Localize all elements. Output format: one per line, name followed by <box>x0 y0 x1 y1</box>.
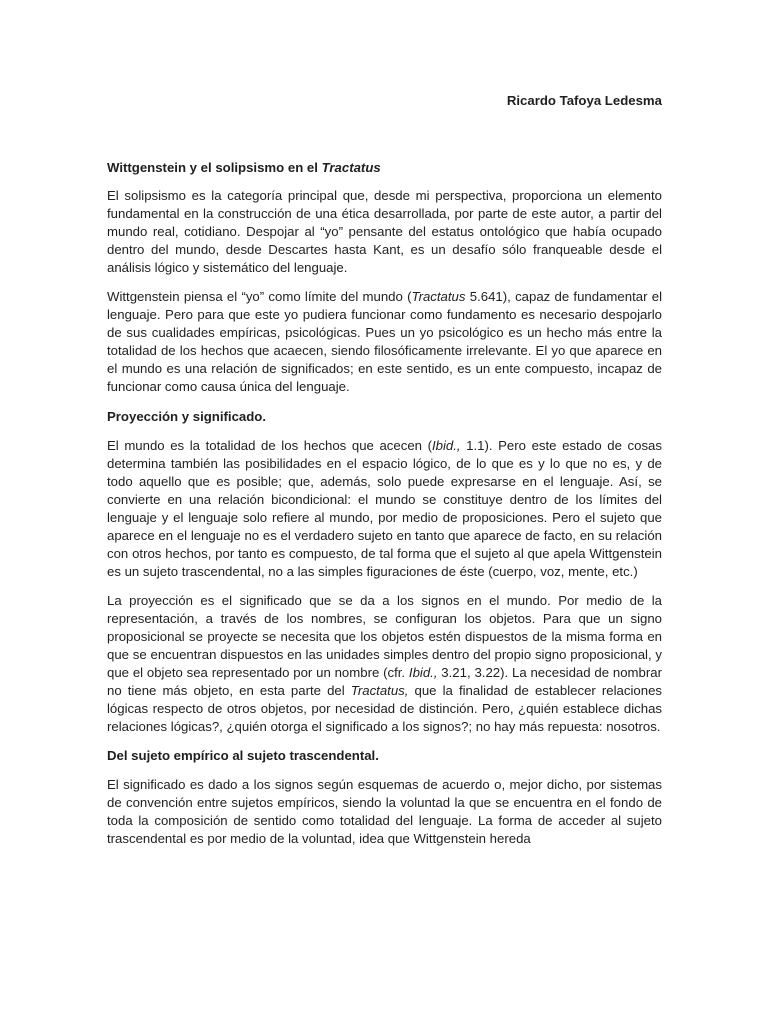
paragraph-3-part-a: El mundo es la totalidad de los hechos que acecen ( <box>107 437 432 453</box>
section-heading-proyeccion: Proyección y significado. <box>107 408 267 424</box>
document-title <box>107 159 662 177</box>
author-name: Ricardo Tafoya Ledesma <box>506 93 662 108</box>
paragraph-4-italic-2: Tractatus, <box>350 683 409 699</box>
paragraph-2 <box>107 288 662 396</box>
paragraph-3-part-b: 1.1). Pero este estado de cosas determina también las posibilidades en el espacio lógico, de lo que es y lo que no es, y de todo aquello que es posible; que, además, solo puede expresarse en el lenguaje. Así, se convierte en una relación bicondicional: el mundo se constituye dentro de los límites del lenguaje y el lenguaje solo refiere al mundo, por medio de proposiciones. Pero el sujeto que aparece en el lenguaje no es el verdadero sujeto en tanto que aparece de facto, en su relación con otros hechos, por tanto es compuesto, de tal forma que el sujeto al que apela Wittgenstein es un sujeto trascendental, no a las simples figuraciones de éste (cuerpo, voz, mente, etc.) <box>107 437 662 579</box>
title-italic: Tractatus <box>321 160 381 175</box>
paragraph-4-part-b: 3.21, 3.22). La necesidad de nombrar no tiene más objeto, en esta parte del <box>107 665 662 699</box>
paragraph-3 <box>107 437 662 581</box>
paragraph-4-part-a: La proyección es el significado que se da a los signos en el mundo. Por medio de la representación, a través de los nombres, se configuran los objetos. Para que un signo proposicional se proyecte se necesita que los objetos estén dispuestos de la misma forma en que se encuentran dispuestos en las unidades simples dentro del propio signo proposicional, y que el objeto sea representado por un nombre (cfr. <box>107 592 662 681</box>
paragraph-2-part-b: 5.641), capaz de fundamentar el lenguaje. Pero para que este yo pudiera funcionar como fundamento es necesario despojarlo de sus cualidades empíricas, psicológicas. Pues un yo psicológico es un hecho más entre la totalidad de los hechos que acaecen, siendo filosóficamente irrelevante. El yo que aparece en el mundo es una relación de significados; en este sentido, es un ente compuesto, incapaz de funcionar como causa única del lenguaje. <box>107 289 662 395</box>
paragraph-4-italic-1: Ibid., <box>408 665 438 681</box>
paragraph-1: El solipsismo es la categoría principal que, desde mi perspectiva, proporciona un elemento fundamental en la construcción de una ética desarrollada, por parte de este autor, a partir del mundo real, cotidiano. Despojar al “yo” pensante del estatus ontológico que había ocupado dentro del mundo, desde Descartes hasta Kant, es un desafío sólo franqueable desde el análisis lógico y sistemático del lenguaje. <box>107 188 662 276</box>
paragraph-2-italic: Tractatus <box>411 289 466 305</box>
section-heading-sujeto: Del sujeto empírico al sujeto trascendental. <box>107 748 379 764</box>
title-text: Wittgenstein y el solipsismo en el <box>107 160 322 175</box>
paragraph-3-italic: Ibid., <box>431 437 461 453</box>
paragraph-4-part-c: que la finalidad de establecer relaciones lógicas respecto de otros objetos, por necesidad de distinción. Pero, ¿quién establece dichas relaciones lógicas?, ¿quién otorga el significado a los signos?; no hay más repuesta: nosotros. <box>107 683 662 735</box>
paragraph-4 <box>107 592 662 736</box>
paragraph-5: El significado es dado a los signos según esquemas de acuerdo o, mejor dicho, por sistemas de convención entre sujetos empíricos, siendo la voluntad la que se encuentra en el fondo de toda la composición de sentido como totalidad del lenguaje. La forma de acceder al sujeto trascendental es por medio de la voluntad, idea que Wittgenstein hereda <box>107 777 662 847</box>
paragraph-2-part-a: Wittgenstein piensa el “yo” como límite del mundo ( <box>107 289 412 305</box>
